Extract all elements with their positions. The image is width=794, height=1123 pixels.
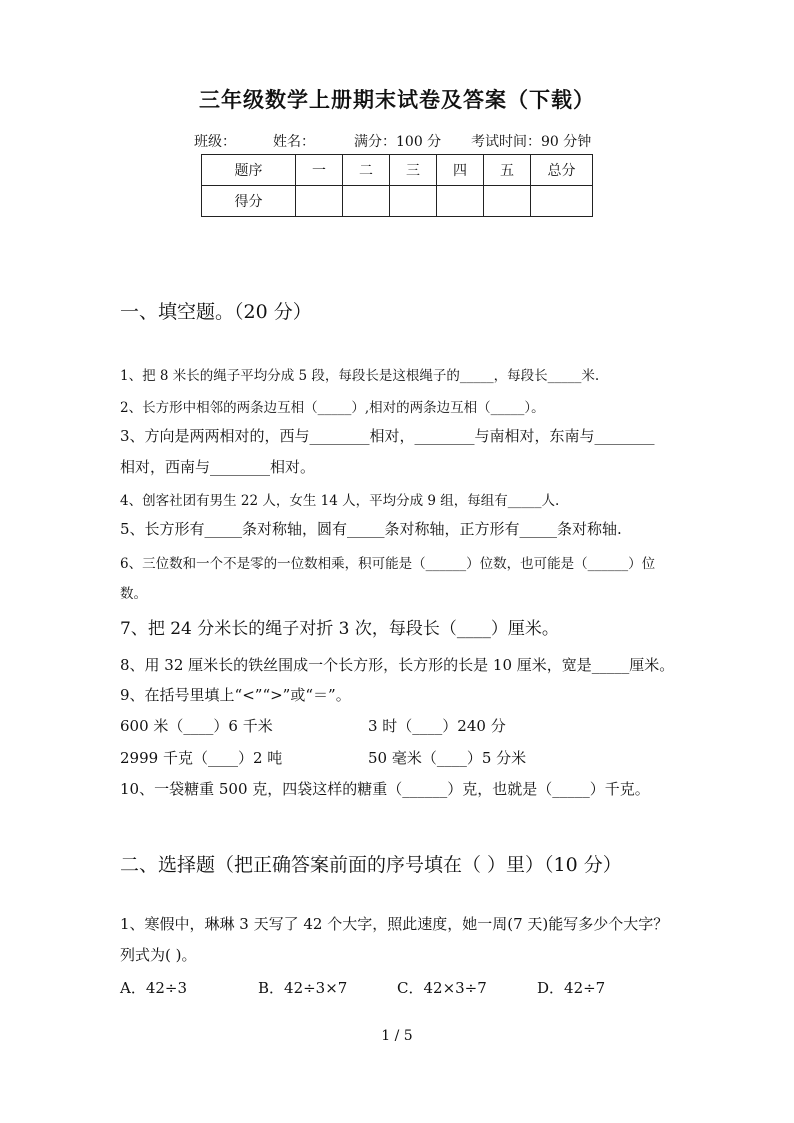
question-1: 1、把 8 米长的绳子平均分成 5 段，每段长是这根绳子的_____，每段长_____米.	[120, 368, 600, 384]
score-header-cell: 四	[437, 155, 484, 186]
option-b: B．42÷3×7	[258, 979, 348, 997]
question-9-item-d: 50 毫米（____）5 分米	[368, 749, 527, 767]
question-3-line1: 3、方向是两两相对的，西与________相对，________与南相对，东南与________	[120, 427, 655, 445]
score-header-cell: 五	[484, 155, 531, 186]
score-header-cell: 三	[390, 155, 437, 186]
score-cell[interactable]	[296, 186, 343, 217]
question-9-item-c: 2999 千克（____）2 吨	[120, 749, 283, 767]
full-score: 满分：100 分	[354, 134, 442, 150]
score-cell[interactable]	[484, 186, 531, 217]
option-c: C．42×3÷7	[397, 979, 487, 997]
option-d: D．42÷7	[537, 979, 606, 997]
score-header-cell: 总分	[531, 155, 593, 186]
name-label: 姓名：	[273, 134, 315, 150]
option-a: A．42÷3	[120, 979, 188, 997]
question-6-line2: 数。	[120, 586, 147, 602]
score-table-header-row	[202, 155, 593, 186]
question-3-line2: 相对，西南与________相对。	[120, 458, 316, 476]
section2-heading: 二、选择题（把正确答案前面的序号填在（ ）里）（10 分）	[120, 854, 622, 876]
score-header-cell: 二	[343, 155, 390, 186]
section1-heading: 一、填空题。（20 分）	[120, 301, 312, 323]
question-9: 9、在括号里填上“<”“>”或“＝”。	[120, 686, 351, 704]
question-7: 7、把 24 分米长的绳子对折 3 次，每段长（____）厘米。	[120, 619, 559, 639]
question-8: 8、用 32 厘米长的铁丝围成一个长方形，长方形的长是 10 厘米，宽是_____厘米。	[120, 656, 675, 674]
question-9-item-b: 3 时（____）240 分	[368, 717, 506, 735]
exam-time: 考试时间：90 分钟	[471, 134, 592, 150]
question-6-line1: 6、三位数和一个不是零的一位数相乘，积可能是（______）位数，也可能是（______）位	[120, 556, 656, 572]
choice-question-1-line1: 1、寒假中，琳琳 3 天写了 42 个大字，照此速度，她一周(7 天)能写多少个大字？	[120, 915, 669, 933]
question-10: 10、一袋糖重 500 克，四袋这样的糖重（______）克，也就是（_____）千克。	[120, 780, 650, 798]
score-table	[201, 154, 593, 217]
score-row-label: 得分	[202, 186, 296, 217]
question-9-item-a: 600 米（____）6 千米	[120, 717, 273, 735]
question-4: 4、创客社团有男生 22 人，女生 14 人，平均分成 9 组，每组有_____人.	[120, 493, 560, 509]
score-header-cell: 一	[296, 155, 343, 186]
score-table-score-row	[202, 186, 593, 217]
question-5: 5、长方形有_____条对称轴，圆有_____条对称轴，正方形有_____条对称轴.	[120, 520, 622, 538]
score-cell[interactable]	[343, 186, 390, 217]
choice-question-1-line2: 列式为( )。	[120, 946, 197, 964]
score-cell[interactable]	[390, 186, 437, 217]
page-number: 1 / 5	[381, 1028, 413, 1044]
score-header-cell: 题序	[202, 155, 296, 186]
question-2: 2、长方形中相邻的两条边互相（_____）,相对的两条边互相（_____）。	[120, 400, 545, 416]
page-title: 三年级数学上册期末试卷及答案（下载）	[199, 87, 595, 112]
score-cell[interactable]	[531, 186, 593, 217]
class-label: 班级：	[194, 134, 236, 150]
score-cell[interactable]	[437, 186, 484, 217]
